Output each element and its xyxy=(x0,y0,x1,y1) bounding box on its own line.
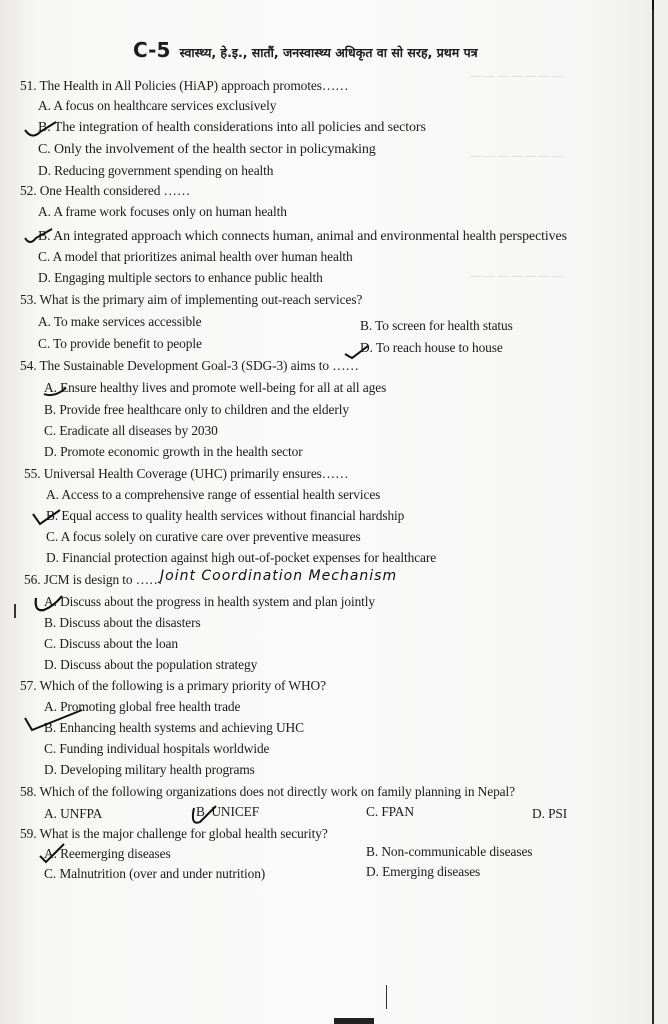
question-number: 56. xyxy=(24,572,41,587)
option-b: B. The integration of health considerations into all policies and sectors xyxy=(38,120,426,135)
option-c: C. To provide benefit to people xyxy=(38,336,202,351)
next-page-edge xyxy=(654,0,668,1024)
question-text: Which of the following is a primary priority of WHO? xyxy=(39,678,326,693)
option-c: C. Funding individual hospitals worldwide xyxy=(44,741,270,756)
margin-mark xyxy=(14,604,16,618)
option-d: D. Reducing government spending on health xyxy=(38,163,274,178)
question-58 xyxy=(20,784,515,800)
question-number: 55. xyxy=(24,466,41,481)
question-text: Universal Health Coverage (UHC) primarily ensures…… xyxy=(43,466,349,481)
scan-shadow-bottom xyxy=(334,1018,374,1024)
question-text: JCM is design to …… xyxy=(43,572,163,587)
option-a: A. UNFPA xyxy=(44,806,103,821)
option-b: B. Discuss about the disasters xyxy=(44,615,201,630)
bleed-through-text: — — — — — — — xyxy=(470,150,564,162)
option-a: A. Promoting global free health trade xyxy=(44,699,241,714)
option-a: A. A focus on healthcare services exclusively xyxy=(38,98,277,113)
question-number: 58. xyxy=(20,784,37,799)
option-c: C. Malnutrition (over and under nutrition) xyxy=(44,866,266,881)
option-b: B. Enhancing health systems and achieving UHC xyxy=(44,720,304,735)
option-b: B. Provide free healthcare only to children and the elderly xyxy=(44,402,349,417)
paper-subtitle: स्वास्थ्य, हे.इ., सातौं, जनस्वास्थ्य अधिकृत वा सो सरह, प्रथम पत्र xyxy=(179,45,478,60)
option-c: C. Only the involvement of the health sector in policymaking xyxy=(38,142,376,157)
question-text: What is the primary aim of implementing out-reach services? xyxy=(39,292,363,307)
question-text: Which of the following organizations does not directly work on family planning in Nepal? xyxy=(39,784,515,799)
option-c: C. A model that prioritizes animal health over human health xyxy=(38,249,353,264)
bleed-through-text: — — — — — — — xyxy=(470,270,564,282)
option-a: A. Ensure healthy lives and promote well-being for all at all ages xyxy=(44,380,387,395)
bleed-through-text: — — — — — — — xyxy=(470,70,564,82)
option-d: D. Engaging multiple sectors to enhance public health xyxy=(38,270,323,285)
pen-stroke-mark xyxy=(386,985,387,1009)
option-d: D. Emerging diseases xyxy=(366,864,481,879)
option-b: B. An integrated approach which connects human, animal and environmental health perspectives xyxy=(38,229,567,244)
question-55 xyxy=(24,466,348,482)
question-text: What is the major challenge for global health security? xyxy=(39,826,328,841)
handwritten-note: Joint Coordination Mechanism xyxy=(160,568,398,584)
question-text: One Health considered …… xyxy=(39,183,191,198)
option-a: A. Access to a comprehensive range of essential health services xyxy=(46,487,381,502)
option-b: B. Non-communicable diseases xyxy=(366,844,533,859)
option-a: A. Discuss about the progress in health system and plan jointly xyxy=(44,594,376,609)
paper-code: C-5 xyxy=(133,38,171,62)
question-53 xyxy=(20,292,362,308)
question-number: 52. xyxy=(20,183,37,198)
question-57 xyxy=(20,678,326,694)
option-d: D. Discuss about the population strategy xyxy=(44,657,258,672)
option-d: D. Financial protection against high out-of-pocket expenses for healthcare xyxy=(46,550,437,565)
question-51 xyxy=(20,78,348,94)
question-59 xyxy=(20,826,328,842)
option-b: B. Equal access to quality health services without financial hardship xyxy=(46,508,405,523)
option-c: C. FPAN xyxy=(366,804,414,819)
option-b: B. To screen for health status xyxy=(360,318,513,333)
question-52 xyxy=(20,183,190,199)
question-text: The Health in All Policies (HiAP) approach promotes…… xyxy=(39,78,349,93)
question-text: The Sustainable Development Goal-3 (SDG-3) aims to …… xyxy=(39,358,359,373)
option-c: C. A focus solely on curative care over preventive measures xyxy=(46,529,361,544)
option-a: A. A frame work focuses only on human health xyxy=(38,204,287,219)
option-b: B. UNICEF xyxy=(196,804,260,819)
option-a: A. To make services accessible xyxy=(38,314,202,329)
question-56 xyxy=(24,572,162,588)
question-number: 57. xyxy=(20,678,37,693)
option-d: D. Promote economic growth in the health sector xyxy=(44,444,303,459)
question-number: 59. xyxy=(20,826,37,841)
question-54 xyxy=(20,358,359,374)
option-a: A. Reemerging diseases xyxy=(44,846,171,861)
question-number: 51. xyxy=(20,78,37,93)
question-number: 54. xyxy=(20,358,37,373)
option-d: D. PSI xyxy=(532,806,568,821)
option-c: C. Discuss about the loan xyxy=(44,636,178,651)
question-number: 53. xyxy=(20,292,37,307)
paper-header xyxy=(133,38,478,62)
option-c: C. Eradicate all diseases by 2030 xyxy=(44,423,218,438)
option-d: D. To reach house to house xyxy=(360,340,503,355)
option-d: D. Developing military health programs xyxy=(44,762,255,777)
